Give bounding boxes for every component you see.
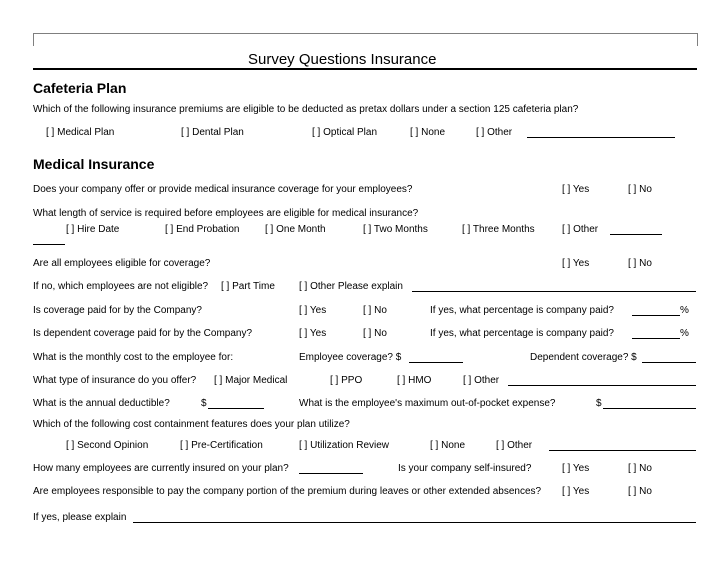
deductible-field[interactable] (208, 408, 264, 409)
service-question: What length of service is required before employees are eligible for medical insurance? (33, 208, 419, 219)
cafeteria-medical-checkbox[interactable]: [ ] Medical Plan (46, 127, 115, 138)
coverage-paid-no-checkbox[interactable]: [ ] No (363, 305, 387, 316)
dependent-pct-question: If yes, what percentage is company paid? (430, 328, 614, 339)
coverage-pct-sign: % (680, 305, 689, 316)
coverage-pct-question: If yes, what percentage is company paid? (430, 305, 614, 316)
coverage-paid-question: Is coverage paid for by the Company? (33, 305, 202, 316)
part-time-checkbox[interactable]: [ ] Part Time (221, 281, 275, 292)
self-insured-question: Is your company self-insured? (398, 463, 532, 474)
leave-premium-yes-checkbox[interactable]: [ ] Yes (562, 486, 590, 497)
cafeteria-other-checkbox[interactable]: [ ] Other (476, 127, 513, 138)
type-other-checkbox[interactable]: [ ] Other (463, 375, 500, 386)
offer-yes-checkbox[interactable]: [ ] Yes (562, 184, 590, 195)
cafeteria-other-field[interactable] (527, 137, 675, 138)
dependent-paid-yes-checkbox[interactable]: [ ] Yes (299, 328, 327, 339)
containment-other-checkbox[interactable]: [ ] Other (496, 440, 533, 451)
out-of-pocket-dollar-sign: $ (596, 398, 602, 409)
dependent-pct-sign: % (680, 328, 689, 339)
dependent-paid-no-checkbox[interactable]: [ ] No (363, 328, 387, 339)
service-two-months-checkbox[interactable]: [ ] Two Months (363, 224, 428, 235)
explain-label: If yes, please explain (33, 512, 127, 523)
all-eligible-question: Are all employees eligible for coverage? (33, 258, 211, 269)
dependent-paid-question: Is dependent coverage paid for by the Company? (33, 328, 253, 339)
cafeteria-none-checkbox[interactable]: [ ] None (410, 127, 446, 138)
utilization-review-checkbox[interactable]: [ ] Utilization Review (299, 440, 390, 451)
insured-count-question: How many employees are currently insured on your plan? (33, 463, 289, 474)
medical-heading: Medical Insurance (33, 156, 155, 172)
monthly-cost-question: What is the monthly cost to the employee for: (33, 352, 234, 363)
all-eligible-no-checkbox[interactable]: [ ] No (628, 258, 652, 269)
employee-coverage-field[interactable] (409, 362, 463, 363)
offer-question: Does your company offer or provide medical insurance coverage for your employees? (33, 184, 413, 195)
page-title: Survey Questions Insurance (248, 51, 437, 68)
other-explain-checkbox[interactable]: [ ] Other Please explain (299, 281, 403, 292)
self-insured-no-checkbox[interactable]: [ ] No (628, 463, 652, 474)
cafeteria-question: Which of the following insurance premiums are eligible to be deducted as pretax dollars under a section 125 cafeteria plan? (33, 104, 579, 115)
service-other-checkbox[interactable]: [ ] Other (562, 224, 599, 235)
service-one-month-checkbox[interactable]: [ ] One Month (265, 224, 326, 235)
cafeteria-heading: Cafeteria Plan (33, 80, 127, 96)
dependent-coverage-field[interactable] (642, 362, 696, 363)
dependent-coverage-label: Dependent coverage? $ (530, 352, 637, 363)
deductible-dollar-sign: $ (201, 398, 207, 409)
page-border (33, 33, 698, 46)
all-eligible-yes-checkbox[interactable]: [ ] Yes (562, 258, 590, 269)
coverage-pct-field[interactable] (632, 315, 680, 316)
major-medical-checkbox[interactable]: [ ] Major Medical (214, 375, 288, 386)
type-other-field[interactable] (508, 385, 696, 386)
service-hire-date-checkbox[interactable]: [ ] Hire Date (66, 224, 120, 235)
cafeteria-dental-checkbox[interactable]: [ ] Dental Plan (181, 127, 244, 138)
ppo-checkbox[interactable]: [ ] PPO (330, 375, 363, 386)
not-eligible-question: If no, which employees are not eligible? (33, 281, 209, 292)
cafeteria-optical-checkbox[interactable]: [ ] Optical Plan (312, 127, 378, 138)
hmo-checkbox[interactable]: [ ] HMO (397, 375, 432, 386)
service-three-months-checkbox[interactable]: [ ] Three Months (462, 224, 535, 235)
service-other-field[interactable] (610, 234, 662, 235)
out-of-pocket-field[interactable] (603, 408, 696, 409)
coverage-paid-yes-checkbox[interactable]: [ ] Yes (299, 305, 327, 316)
self-insured-yes-checkbox[interactable]: [ ] Yes (562, 463, 590, 474)
second-opinion-checkbox[interactable]: [ ] Second Opinion (66, 440, 149, 451)
leave-premium-no-checkbox[interactable]: [ ] No (628, 486, 652, 497)
service-end-probation-checkbox[interactable]: [ ] End Probation (165, 224, 240, 235)
dependent-pct-field[interactable] (632, 338, 680, 339)
deductible-question: What is the annual deductible? (33, 398, 170, 409)
pre-certification-checkbox[interactable]: [ ] Pre-Certification (180, 440, 263, 451)
title-divider (33, 68, 697, 70)
not-eligible-explain-field[interactable] (412, 291, 696, 292)
explain-field[interactable] (133, 522, 696, 523)
employee-coverage-label: Employee coverage? $ (299, 352, 402, 363)
containment-question: Which of the following cost containment features does your plan utilize? (33, 419, 350, 430)
out-of-pocket-question: What is the employee's maximum out-of-pocket expense? (299, 398, 556, 409)
insurance-type-question: What type of insurance do you offer? (33, 375, 197, 386)
containment-none-checkbox[interactable]: [ ] None (430, 440, 466, 451)
service-other-field-continued[interactable] (33, 244, 65, 245)
offer-no-checkbox[interactable]: [ ] No (628, 184, 652, 195)
leave-premium-question: Are employees responsible to pay the company portion of the premium during leaves or other extended absences? (33, 486, 542, 497)
insured-count-field[interactable] (299, 473, 363, 474)
containment-other-field[interactable] (549, 450, 696, 451)
